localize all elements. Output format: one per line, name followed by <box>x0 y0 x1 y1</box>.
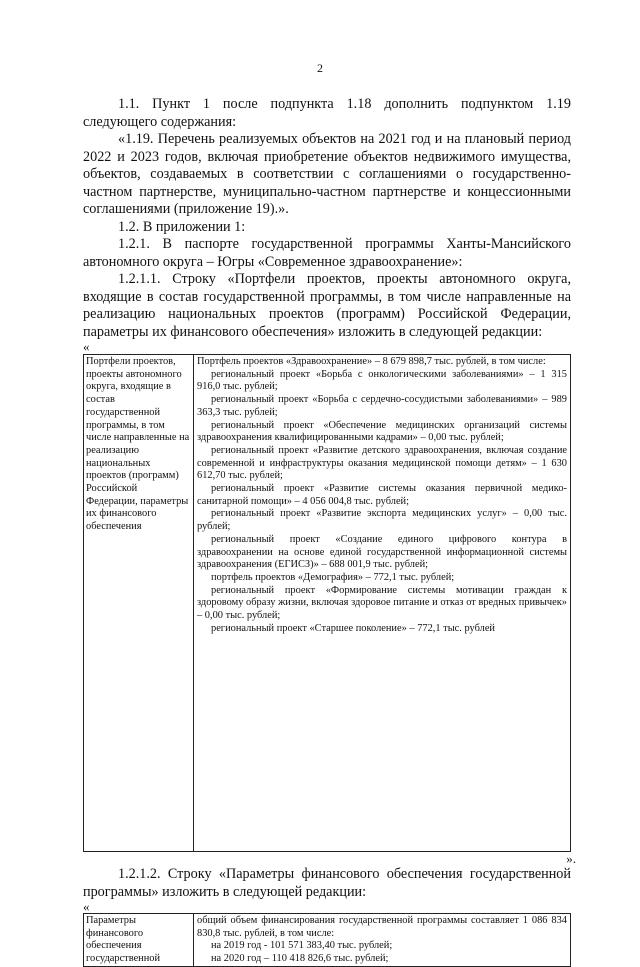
row-label-cell: Портфели проектов, проекты автономного округа, входящие в состав государственной программы, в том числе направленные на реализацию национальных проектов (программ) Российской Федерации, параметры их финансового обеспечения <box>84 355 194 852</box>
document-body <box>83 96 576 967</box>
row-value-cell <box>194 355 571 852</box>
open-quote-1: « <box>83 339 90 354</box>
project-line: региональный проект «Развитие экспорта медицинских услуг» – 0,00 тыс. рублей; <box>197 508 567 533</box>
financing-year-line: на 2019 год - 101 571 383,40 тыс. рублей; <box>211 940 393 952</box>
paragraph-1-2-1: 1.2.1. В паспорте государственной программы Ханты-Мансийского автономного округа – Югры «Современное здравоохранение»: <box>83 236 571 270</box>
close-quote-1: ». <box>566 851 576 866</box>
financing-table <box>83 913 571 967</box>
project-line: региональный проект «Формирование системы мотивации граждан к здоровому образу жизни, включая здоровое питание и отказ от вредных привычек» – 0,00 тыс. рублей; <box>197 584 567 622</box>
project-line: региональный проект «Развитие системы оказания первичной медико-санитарной помощи» – 4 056 004,8 тыс. рублей; <box>197 483 567 507</box>
project-line: региональный проект «Борьба с онкологическими заболеваниями» – 1 315 916,0 тыс. рублей; <box>197 368 567 393</box>
table-row <box>84 914 571 967</box>
paragraph-1-1: 1.1. Пункт 1 после подпункта 1.18 дополнить подпунктом 1.19 следующего содержания: <box>83 96 571 130</box>
paragraph-1-2: 1.2. В приложении 1: <box>118 218 246 235</box>
page-number: 2 <box>317 61 323 75</box>
project-line: региональный проект «Обеспечение медицинских организаций системы здравоохранения квалифицированными кадрами» – 0,00 тыс. рублей; <box>197 419 567 444</box>
paragraph-1-2-1-2: 1.2.1.2. Строку «Параметры финансового обеспечения государственной программы» изложить в следующей редакции: <box>83 866 571 900</box>
project-line: региональный проект «Старшее поколение» – 772,1 тыс. рублей <box>211 622 495 634</box>
open-quote-2: « <box>83 899 90 914</box>
portfolio-line: Портфель проектов «Здравоохранение» – 8 679 898,7 тыс. рублей, в том числе: <box>197 356 546 367</box>
project-line: региональный проект «Развитие детского здравоохранения, включая создание современной и инфраструктуры оказания медицинской помощи детям» – 1 630 612,70 тыс. рублей; <box>197 444 567 482</box>
projects-portfolio-table <box>83 354 571 852</box>
row-label-cell: Параметры финансового обеспечения государственной <box>84 914 194 967</box>
project-line: региональный проект «Создание единого цифрового контура в здравоохранении на основе единой государственной информационной системы здравоохранения (ЕГИСЗ)» – 688 001,9 тыс. рублей; <box>197 533 567 571</box>
financing-year-line: на 2020 год – 110 418 826,6 тыс. рублей; <box>211 953 389 965</box>
row-value-cell <box>194 914 571 967</box>
financing-total-line: общий объем финансирования государственной программы составляет 1 086 834 830,8 тыс. рублей, в том числе: <box>197 915 567 939</box>
portfolio-line: портфель проектов «Демография» – 772,1 тыс. рублей; <box>211 571 455 583</box>
paragraph-1-2-1-1: 1.2.1.1. Строку «Портфели проектов, проекты автономного округа, входящие в состав государственной программы, в том числе направленные на реализацию национальных проектов (программ) Российской Федерации, параметры их финансового обеспечения» изложить в следующей редакции: <box>83 271 571 340</box>
paragraph-1-19: «1.19. Перечень реализуемых объектов на 2021 год и на плановый период 2022 и 2023 годов, включая приобретение объектов недвижимого имущества, объектов, создаваемых в соответствии с соглашениями о государственно-частном партнерстве, муниципально-частном партнерстве и концессионными соглашениями (приложение 19).». <box>83 131 571 217</box>
project-line: региональный проект «Борьба с сердечно-сосудистыми заболеваниями» – 989 363,3 тыс. рублей; <box>197 394 567 418</box>
table-row <box>84 355 571 852</box>
